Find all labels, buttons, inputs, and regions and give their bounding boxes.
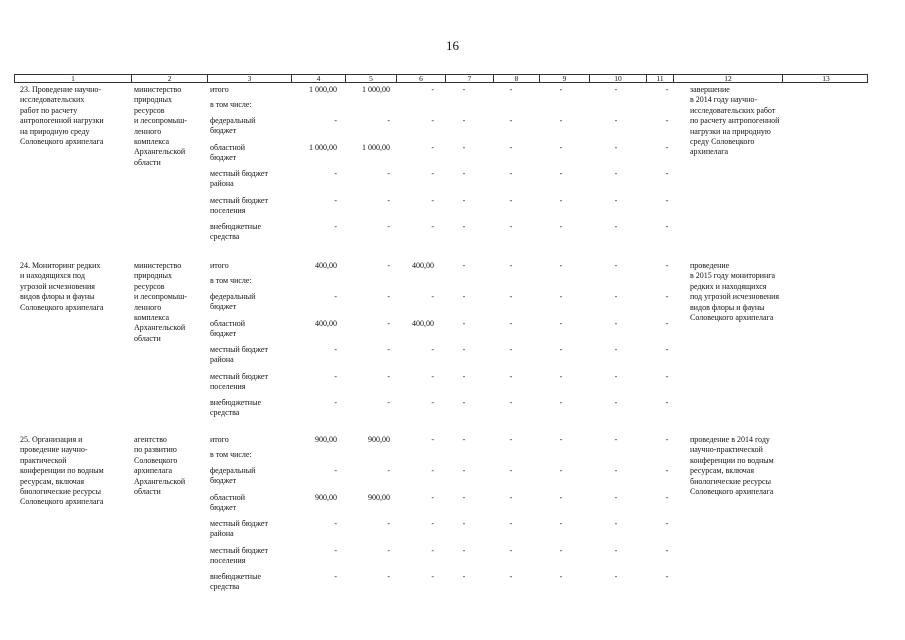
amount-cell: -	[509, 196, 513, 205]
amount-cell: -	[614, 261, 618, 270]
amount-cell: -	[614, 519, 618, 528]
amount-cell: -	[431, 519, 434, 528]
amount-cell: -	[334, 546, 337, 555]
amount-cell: 400,00	[315, 319, 337, 328]
amount-cell: -	[334, 398, 337, 407]
amount-cell: -	[387, 466, 390, 475]
column-header-9: 9	[539, 75, 589, 83]
amount-cell: -	[431, 546, 434, 555]
funding-source-label: внебюджетные средства	[210, 572, 261, 592]
funding-source-label: областной бюджет	[210, 493, 246, 513]
amount-cell: -	[509, 435, 513, 444]
amount-cell: -	[462, 435, 466, 444]
amount-cell: -	[431, 169, 434, 178]
amount-cell: -	[334, 169, 337, 178]
page-number: 16	[446, 38, 459, 53]
amount-cell: -	[334, 519, 337, 528]
amount-cell: -	[387, 261, 390, 270]
amount-cell: -	[509, 546, 513, 555]
amount-cell: -	[462, 143, 466, 152]
amount-cell: -	[462, 169, 466, 178]
amount-cell: 900,00	[368, 493, 390, 502]
amount-cell: -	[614, 169, 618, 178]
amount-cell: -	[614, 546, 618, 555]
amount-cell: 900,00	[315, 435, 337, 444]
amount-cell: -	[665, 345, 669, 354]
amount-cell: -	[665, 372, 669, 381]
amount-cell: -	[665, 143, 669, 152]
amount-cell: -	[559, 292, 563, 301]
amount-cell: -	[614, 222, 618, 231]
funding-source-label: местный бюджет поселения	[210, 196, 268, 216]
amount-cell: -	[431, 292, 434, 301]
column-header-12: 12	[673, 75, 782, 83]
amount-cell: -	[665, 319, 669, 328]
column-number-header	[14, 74, 868, 83]
amount-cell: -	[509, 572, 513, 581]
funding-source-label: в том числе:	[210, 100, 252, 109]
amount-cell: -	[334, 466, 337, 475]
amount-cell: -	[614, 372, 618, 381]
amount-cell: -	[559, 222, 563, 231]
amount-cell: -	[614, 319, 618, 328]
funding-source-label: итого	[210, 261, 229, 270]
amount-cell: -	[462, 261, 466, 270]
amount-cell: -	[387, 169, 390, 178]
amount-cell: 900,00	[368, 435, 390, 444]
amount-cell: -	[559, 261, 563, 270]
amount-cell: -	[431, 572, 434, 581]
amount-cell: -	[559, 116, 563, 125]
funding-source-label: в том числе:	[210, 450, 252, 459]
amount-cell: -	[334, 116, 337, 125]
amount-cell: -	[614, 85, 618, 94]
amount-cell: -	[334, 345, 337, 354]
amount-cell: -	[462, 572, 466, 581]
column-header-7: 7	[445, 75, 493, 83]
expected-result: проведение в 2014 году научно-практической конференции по водным ресурсам, включая биологические ресурсы Соловецкого архипелага	[690, 435, 774, 497]
amount-cell: -	[509, 398, 513, 407]
amount-cell: -	[665, 222, 669, 231]
amount-cell: -	[665, 546, 669, 555]
amount-cell: -	[509, 466, 513, 475]
amount-cell: -	[462, 222, 466, 231]
amount-cell: -	[559, 85, 563, 94]
amount-cell: -	[462, 372, 466, 381]
amount-cell: -	[665, 466, 669, 475]
amount-cell: -	[665, 572, 669, 581]
amount-cell: -	[462, 493, 466, 502]
amount-cell: -	[431, 116, 434, 125]
column-header-6: 6	[396, 75, 445, 83]
funding-source-label: внебюджетные средства	[210, 222, 261, 242]
column-header-13: 13	[782, 75, 869, 83]
amount-cell: -	[665, 493, 669, 502]
funding-source-label: местный бюджет района	[210, 345, 268, 365]
amount-cell: -	[559, 143, 563, 152]
column-header-10: 10	[589, 75, 646, 83]
amount-cell: -	[614, 116, 618, 125]
amount-cell: 1 000,00	[309, 143, 337, 152]
funding-source-label: федеральный бюджет	[210, 116, 256, 136]
amount-cell: -	[462, 116, 466, 125]
amount-cell: -	[334, 372, 337, 381]
amount-cell: 1 000,00	[362, 143, 390, 152]
amount-cell: -	[387, 519, 390, 528]
amount-cell: -	[387, 196, 390, 205]
amount-cell: -	[665, 398, 669, 407]
funding-source-label: федеральный бюджет	[210, 466, 256, 486]
amount-cell: -	[509, 345, 513, 354]
amount-cell: -	[559, 169, 563, 178]
amount-cell: 400,00	[315, 261, 337, 270]
funding-source-label: местный бюджет поселения	[210, 546, 268, 566]
responsible-agency: министерство природных ресурсов и лесопромыш- ленного комплекса Архангельской области	[134, 85, 187, 167]
expected-result: завершение в 2014 году научно- исследовательских работ по расчету антропогенной нагрузки на природную среду Соловецкого архипелага	[690, 85, 780, 157]
amount-cell: 400,00	[412, 261, 434, 270]
amount-cell: -	[387, 572, 390, 581]
amount-cell: -	[614, 493, 618, 502]
amount-cell: -	[431, 196, 434, 205]
activity-description: 23. Проведение научно- исследовательских работ по расчету антропогенной нагрузки на природную среду Соловецкого архипелага	[20, 85, 104, 147]
amount-cell: -	[559, 519, 563, 528]
column-header-8: 8	[493, 75, 539, 83]
funding-source-label: местный бюджет района	[210, 519, 268, 539]
amount-cell: -	[431, 143, 434, 152]
amount-cell: -	[431, 345, 434, 354]
amount-cell: -	[462, 345, 466, 354]
amount-cell: -	[509, 116, 513, 125]
funding-source-label: областной бюджет	[210, 143, 246, 163]
amount-cell: -	[462, 292, 466, 301]
responsible-agency: агентство по развитию Соловецкого архипелага Архангельской области	[134, 435, 186, 497]
amount-cell: -	[614, 196, 618, 205]
amount-cell: -	[387, 398, 390, 407]
amount-cell: -	[462, 85, 466, 94]
amount-cell: -	[559, 435, 563, 444]
funding-source-label: итого	[210, 85, 229, 94]
amount-cell: -	[462, 196, 466, 205]
amount-cell: -	[559, 466, 563, 475]
amount-cell: -	[431, 493, 434, 502]
amount-cell: -	[334, 292, 337, 301]
amount-cell: -	[509, 519, 513, 528]
amount-cell: 900,00	[315, 493, 337, 502]
activity-description: 25. Организация и проведение научно- практической конференции по водным ресурсам, включая биологические ресурсы Соловецкого архипелага	[20, 435, 104, 507]
funding-source-label: в том числе:	[210, 276, 252, 285]
amount-cell: -	[387, 222, 390, 231]
amount-cell: -	[559, 572, 563, 581]
amount-cell: -	[665, 196, 669, 205]
amount-cell: -	[431, 85, 434, 94]
amount-cell: -	[509, 222, 513, 231]
amount-cell: -	[665, 116, 669, 125]
amount-cell: -	[431, 398, 434, 407]
amount-cell: 1 000,00	[309, 85, 337, 94]
funding-source-label: местный бюджет поселения	[210, 372, 268, 392]
amount-cell: -	[614, 435, 618, 444]
amount-cell: -	[387, 372, 390, 381]
amount-cell: -	[614, 345, 618, 354]
amount-cell: -	[559, 493, 563, 502]
amount-cell: -	[509, 493, 513, 502]
amount-cell: -	[665, 292, 669, 301]
amount-cell: -	[665, 261, 669, 270]
amount-cell: -	[387, 345, 390, 354]
amount-cell: -	[665, 169, 669, 178]
amount-cell: -	[334, 572, 337, 581]
amount-cell: -	[334, 196, 337, 205]
amount-cell: -	[387, 319, 390, 328]
expected-result: проведение в 2015 году мониторинга редких и находящихся под угрозой исчезновения видов флоры и фауны Соловецкого архипелага	[690, 261, 780, 323]
amount-cell: -	[431, 466, 434, 475]
column-header-4: 4	[291, 75, 345, 83]
funding-source-label: местный бюджет района	[210, 169, 268, 189]
amount-cell: -	[509, 143, 513, 152]
amount-cell: -	[462, 319, 466, 328]
amount-cell: -	[462, 466, 466, 475]
amount-cell: -	[614, 572, 618, 581]
amount-cell: -	[665, 519, 669, 528]
amount-cell: 400,00	[412, 319, 434, 328]
funding-source-label: внебюджетные средства	[210, 398, 261, 418]
amount-cell: -	[509, 261, 513, 270]
amount-cell: -	[559, 546, 563, 555]
amount-cell: -	[431, 435, 434, 444]
funding-source-label: федеральный бюджет	[210, 292, 256, 312]
amount-cell: -	[334, 222, 337, 231]
responsible-agency: министерство природных ресурсов и лесопромыш- ленного комплекса Архангельской области	[134, 261, 187, 343]
amount-cell: -	[387, 546, 390, 555]
column-header-2: 2	[131, 75, 207, 83]
amount-cell: -	[614, 466, 618, 475]
amount-cell: -	[614, 292, 618, 301]
amount-cell: -	[665, 435, 669, 444]
amount-cell: 1 000,00	[362, 85, 390, 94]
amount-cell: -	[509, 169, 513, 178]
amount-cell: -	[509, 85, 513, 94]
amount-cell: -	[387, 292, 390, 301]
column-header-3: 3	[207, 75, 291, 83]
amount-cell: -	[509, 292, 513, 301]
funding-source-label: итого	[210, 435, 229, 444]
amount-cell: -	[462, 519, 466, 528]
amount-cell: -	[509, 372, 513, 381]
amount-cell: -	[614, 143, 618, 152]
amount-cell: -	[559, 319, 563, 328]
amount-cell: -	[665, 85, 669, 94]
amount-cell: -	[559, 372, 563, 381]
funding-source-label: областной бюджет	[210, 319, 246, 339]
activity-description: 24. Мониторинг редких и находящихся под угрозой исчезновения видов флоры и фауны Соловецкого архипелага	[20, 261, 104, 312]
amount-cell: -	[559, 398, 563, 407]
amount-cell: -	[431, 222, 434, 231]
amount-cell: -	[431, 372, 434, 381]
amount-cell: -	[614, 398, 618, 407]
amount-cell: -	[559, 345, 563, 354]
amount-cell: -	[462, 546, 466, 555]
amount-cell: -	[462, 398, 466, 407]
amount-cell: -	[559, 196, 563, 205]
amount-cell: -	[509, 319, 513, 328]
column-header-1: 1	[71, 74, 75, 83]
amount-cell: -	[387, 116, 390, 125]
column-header-5: 5	[345, 75, 396, 83]
column-header-11: 11	[646, 75, 673, 83]
